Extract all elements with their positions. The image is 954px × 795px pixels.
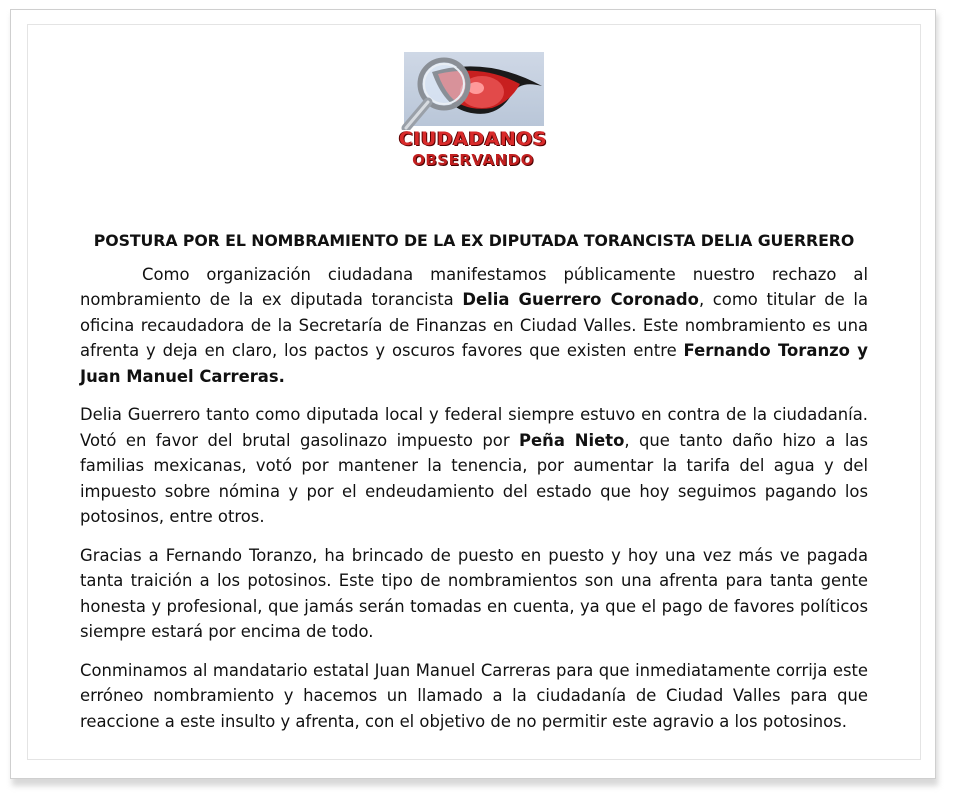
- logo-word-ciudadanos: CIUDADANOS: [398, 128, 548, 150]
- paragraph-2-text-b: , que tanto daño hizo a las familias mexicanas, votó por mantener la tenencia, por aumentar la tarifa del agua y del impuesto sobre nómina y por el endeudamiento del estado que hoy seguimos pagando los potosinos, entre otros.: [80, 430, 868, 526]
- name-delia-guerrero-coronado: Delia Guerrero Coronado: [462, 290, 699, 309]
- names-toranzo-carreras: Fernando Toranzo y Juan Manuel Carreras.: [80, 341, 868, 386]
- ciudadanos-observando-logo: [392, 50, 548, 175]
- logo-word-observando: OBSERVANDO: [412, 151, 534, 169]
- paragraph-1-text-b: , como titular de la oficina recaudadora de la Secretaría de Finanzas en Ciudad Valles. Este nombramiento es una afrenta y deja en claro, los pactos y oscuros favores que existen entre: [80, 290, 869, 360]
- name-pena-nieto: Peña Nieto: [519, 430, 625, 450]
- paragraph-4: Conminamos al mandatario estatal Juan Manuel Carreras para que inmediatamente corrija este erróneo nombramiento y hacemos un llamado a la ciudadanía de Ciudad Valles para que reaccione a este insulto y afrenta, con el objetivo de no permitir este agravio a los potosinos.: [80, 660, 868, 731]
- paragraph-2: [80, 402, 868, 530]
- paragraph-1: [80, 262, 868, 390]
- eye-magnifier-icon: [392, 50, 552, 130]
- document-body: [80, 228, 868, 747]
- paragraph-3: Gracias a Fernando Toranzo, ha brincado de puesto en puesto y hoy una vez más ve pagada tanta traición a los potosinos. Este tipo de nombramientos son una afrenta para tanta gente honesta y profesional, que jamás serán tomadas en cuenta, ya que el pago de favores políticos siempre estará por encima de todo.: [80, 545, 868, 641]
- document-title: POSTURA POR EL NOMBRAMIENTO DE LA EX DIPUTADA TORANCISTA DELIA GUERRERO: [93, 231, 855, 250]
- paragraph-1-text-a: Como organización ciudadana manifestamos públicamente nuestro rechazo al nombramiento de la ex diputada torancista: [80, 264, 868, 309]
- paragraph-2-text-a: Delia Guerrero tanto como diputada local y federal siempre estuvo en contra de la ciudadanía. Votó en favor del brutal gasolinazo impuesto por: [80, 405, 868, 450]
